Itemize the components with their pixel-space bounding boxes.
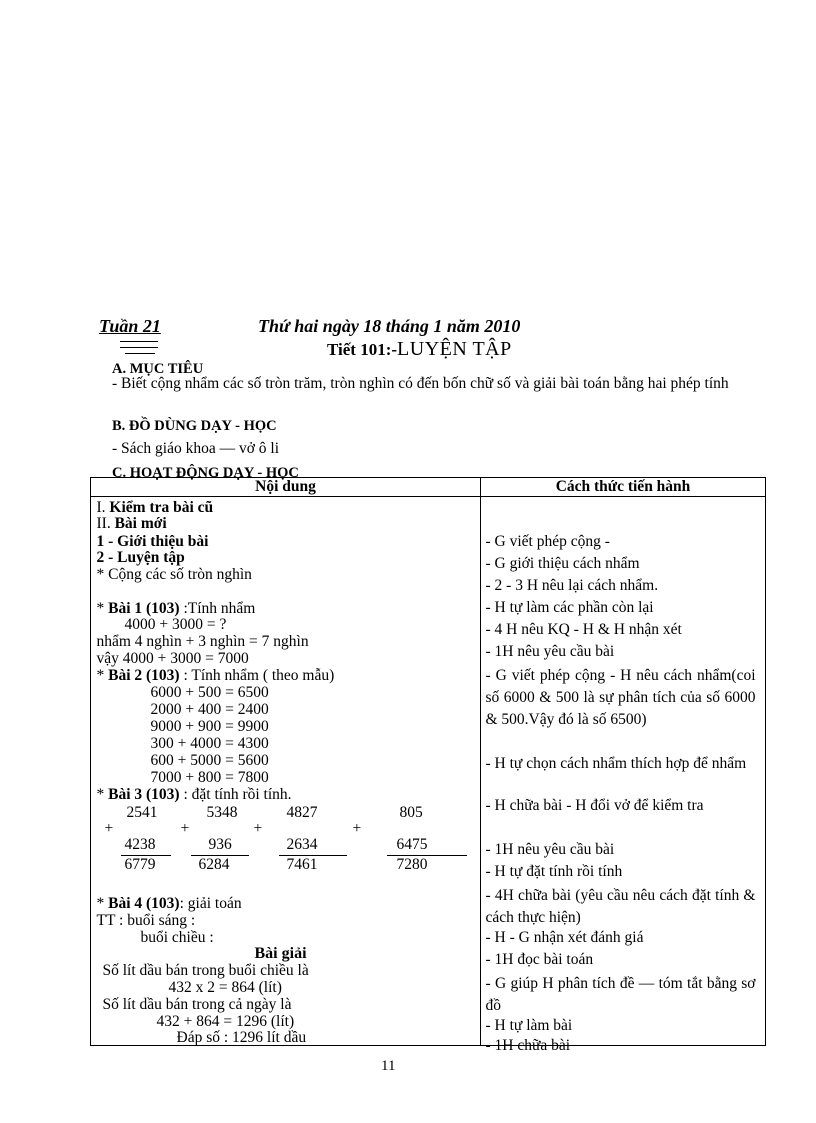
method-step: - 2 - 3 H nêu lại cách nhẩm.: [485, 577, 659, 594]
sum-result: 7280: [396, 856, 428, 873]
exercise-2-line: 9000 + 900 = 9900: [150, 718, 269, 735]
underline-decoration: [125, 353, 155, 354]
exercise-1-line: 4000 + 3000 = ?: [124, 616, 227, 633]
section-a-text: - Biết cộng nhẩm các số tròn trăm, tròn nghìn có đến bốn chữ số và giải bài toán bằng hai phép tính: [112, 375, 729, 392]
exercise-2-line: 300 + 4000 = 4300: [150, 735, 269, 752]
lesson-prefix: Tiết 101:-: [327, 340, 398, 359]
solution-line: 432 + 864 = 1296 (lít): [156, 1013, 295, 1030]
section-b-title: B. ĐỒ DÙNG DẠY - HỌC: [112, 418, 277, 434]
exercise-1-title: * Bài 1 (103) :Tính nhẩm: [96, 600, 256, 617]
method-step: - G giới thiệu cách nhẩm: [485, 555, 640, 572]
exercise-2-line: 2000 + 400 = 2400: [150, 701, 269, 718]
exercise-2-title: * Bài 2 (103) : Tính nhẩm ( theo mẫu): [96, 667, 335, 684]
method-step: - G viết phép cộng - H nêu cách nhẩm(coi số 6000 & 500 là sự phân tích của số 6000 & 500.Vậy đó là số 6500): [485, 667, 756, 728]
method-step: - 4H chữa bài (yêu cầu nêu cách đặt tính & cách thực hiện): [485, 887, 756, 926]
underline-decoration: [120, 341, 158, 342]
plus-sign: +: [253, 820, 263, 837]
practice-heading: 2 - Luyện tập: [96, 549, 185, 566]
addend-bottom: 2634: [286, 836, 318, 853]
method-step: - 1H đọc bài toán: [485, 951, 594, 968]
column-divider: [480, 497, 481, 1045]
thousand-addition-note: * Cộng các số tròn nghìn: [96, 566, 252, 583]
exercise-1-line: vậy 4000 + 3000 = 7000: [96, 650, 249, 667]
date-label: Thứ hai ngày 18 tháng 1 năm 2010: [258, 316, 521, 336]
plus-sign: +: [180, 820, 190, 837]
column-header-method: Cách thức tiến hành: [481, 478, 766, 497]
addend-bottom: 936: [208, 836, 232, 853]
new-lesson-heading: II. Bài mới: [96, 515, 167, 532]
addend-top: 5348: [206, 804, 238, 821]
table-body: [91, 497, 766, 1054]
section-b-text: - Sách giáo khoa — vở ô li: [112, 440, 280, 457]
exercise-2-line: 6000 + 500 = 6500: [150, 684, 269, 701]
addend-bottom: 4238: [124, 836, 156, 853]
exercise-3-title: * Bài 3 (103) : đặt tính rồi tính.: [96, 786, 292, 803]
exercise-2-line: 7000 + 800 = 7800: [150, 769, 269, 786]
page-number: 11: [381, 1058, 396, 1074]
review-heading: I. Kiểm tra bài cũ: [96, 499, 214, 516]
method-step: - G giúp H phân tích đề — tóm tắt bằng sơ đồ: [485, 975, 756, 1014]
method-step: - 4 H nêu KQ - H & H nhận xét: [485, 621, 682, 638]
method-step: - 1H chữa bài: [485, 1037, 571, 1054]
exercise-4-title: * Bài 4 (103): giải toán: [96, 895, 242, 912]
exercise-1-line: nhẩm 4 nghìn + 3 nghìn = 7 nghìn: [96, 633, 309, 650]
addend-bottom: 6475: [396, 836, 428, 853]
summary-morning: TT : buổi sáng :: [96, 912, 196, 929]
method-step: - H tự chọn cách nhẩm thích hợp để nhẩm: [485, 755, 747, 772]
lesson-title: [327, 338, 512, 361]
sum-result: 7461: [286, 856, 318, 873]
addend-top: 805: [399, 804, 423, 821]
exercise-2-line: 600 + 5000 = 5600: [150, 752, 269, 769]
method-step: - H chữa bài - H đổi vở để kiểm tra: [485, 797, 704, 814]
solution-line: Số lít dầu bán trong cả ngày là: [102, 996, 292, 1013]
solution-heading: Bài giải: [254, 945, 307, 962]
solution-line: 432 x 2 = 864 (lít): [168, 979, 282, 996]
plus-sign: +: [104, 820, 114, 837]
plus-sign: +: [352, 820, 362, 837]
method-step: - G viết phép cộng -: [485, 533, 610, 550]
solution-answer: Đáp số : 1296 lít dầu: [176, 1029, 307, 1046]
lesson-name: LUYỆN TẬP: [397, 338, 512, 360]
section-c-title: C. HOẠT ĐỘNG DẠY - HỌC: [112, 465, 299, 481]
method-step: - H tự làm các phần còn lại: [485, 599, 654, 616]
method-step: - 1H nêu yêu cầu bài: [485, 643, 615, 660]
activity-table: [90, 477, 766, 1054]
underline-decoration: [120, 347, 158, 348]
method-step: - H - G nhận xét đánh giá: [485, 929, 644, 946]
sum-result: 6284: [198, 856, 230, 873]
method-step: - H tự làm bài: [485, 1017, 573, 1034]
week-label: Tuần 21: [99, 316, 161, 336]
summary-afternoon: buổi chiều :: [140, 929, 214, 946]
method-step: - H tự đặt tính rồi tính: [485, 863, 623, 880]
method-step: - 1H nêu yêu cầu bài: [485, 841, 615, 858]
intro-heading: 1 - Giới thiệu bài: [96, 533, 209, 550]
solution-line: Số lít dầu bán trong buổi chiều là: [102, 962, 309, 979]
column-header-content: Nội dung: [91, 478, 481, 497]
section-a-title: A. MỤC TIÊU: [112, 361, 204, 377]
sum-result: 6779: [124, 856, 156, 873]
addend-top: 2541: [126, 804, 158, 821]
addend-top: 4827: [286, 804, 318, 821]
